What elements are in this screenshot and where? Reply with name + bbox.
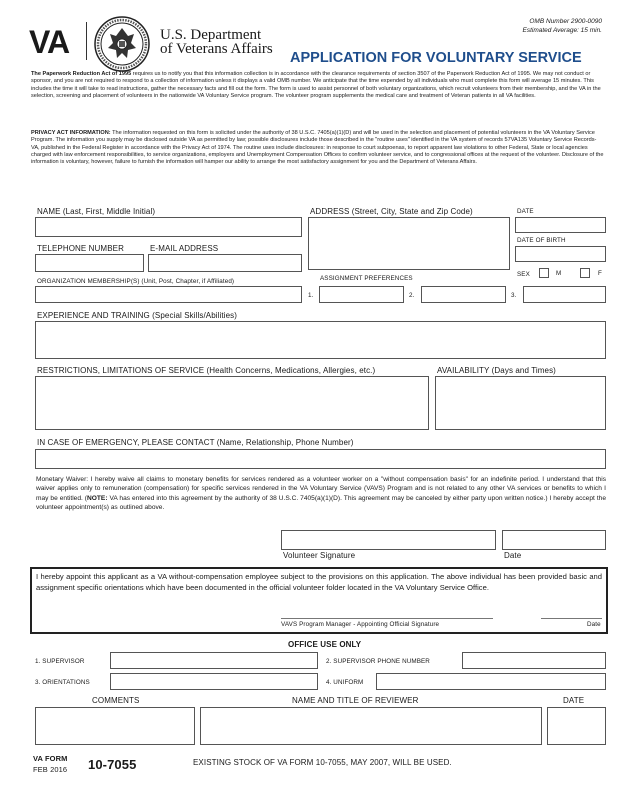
supervisor-field[interactable] bbox=[110, 652, 318, 669]
manager-date-label: Date bbox=[587, 621, 601, 628]
paperwork-heading: The Paperwork Reduction Act of 1995 bbox=[31, 71, 132, 77]
waiver-text-b: VA has entered into this agreement by the authority of 38 U.S.C. 7405(a)(1)(D). This agreement may be canceled by either party upon written notice.) I hereby accept the volunteer appointment(s) as outlined above. bbox=[36, 494, 606, 512]
assignment-1-number: 1. bbox=[308, 292, 314, 299]
orientations-label: 3. ORIENTATIONS bbox=[35, 679, 90, 686]
manager-signature-line[interactable] bbox=[281, 618, 493, 619]
restrictions-label: RESTRICTIONS, LIMITATIONS OF SERVICE (Health Concerns, Medications, Allergies, etc.) bbox=[37, 366, 376, 375]
footer-stock-note: EXISTING STOCK OF VA FORM 10-7055, MAY 2007, WILL BE USED. bbox=[193, 758, 452, 767]
assignment-preferences-label: ASSIGNMENT PREFERENCES bbox=[320, 275, 413, 282]
review-date-label: DATE bbox=[563, 696, 585, 705]
footer-va-form: VA FORM bbox=[33, 754, 68, 763]
restrictions-field[interactable] bbox=[35, 376, 429, 430]
assignment-1-field[interactable] bbox=[319, 286, 404, 303]
monetary-waiver bbox=[36, 475, 606, 513]
uniform-label: 4. UNIFORM bbox=[326, 679, 364, 686]
availability-field[interactable] bbox=[435, 376, 606, 430]
telephone-field[interactable] bbox=[35, 254, 144, 272]
supervisor-label: 1. SUPERVISOR bbox=[35, 658, 85, 665]
department-name-line2: of Veterans Affairs bbox=[160, 41, 273, 57]
department-name-line1: U.S. Department bbox=[160, 27, 262, 43]
sex-m-checkbox[interactable] bbox=[539, 268, 549, 278]
date-label: DATE bbox=[517, 208, 534, 215]
estimated-average: Estimated Average: 15 min. bbox=[522, 27, 602, 34]
manager-signature-label: VAVS Program Manager - Appointing Official Signature bbox=[281, 621, 440, 628]
dob-label: DATE OF BIRTH bbox=[517, 237, 566, 244]
comments-label: COMMENTS bbox=[92, 696, 140, 705]
organization-field[interactable] bbox=[35, 286, 302, 303]
telephone-label: TELEPHONE NUMBER bbox=[37, 244, 124, 253]
omb-number: OMB Number 2900-0090 bbox=[529, 18, 602, 25]
review-date-field[interactable] bbox=[547, 707, 606, 745]
experience-field[interactable] bbox=[35, 321, 606, 359]
availability-label: AVAILABILITY (Days and Times) bbox=[437, 366, 556, 375]
assignment-2-number: 2. bbox=[409, 292, 415, 299]
comments-field[interactable] bbox=[35, 707, 195, 745]
sex-m-label: M bbox=[556, 270, 562, 277]
dob-field[interactable] bbox=[515, 246, 606, 262]
email-label: E-MAIL ADDRESS bbox=[150, 244, 219, 253]
organization-label: ORGANIZATION MEMBERSHIP(S) (Unit, Post, Chapter, if Affiliated) bbox=[37, 278, 235, 285]
reviewer-label: NAME AND TITLE OF REVIEWER bbox=[292, 696, 419, 705]
name-field[interactable] bbox=[35, 217, 302, 237]
paperwork-notice bbox=[31, 71, 604, 100]
date-field[interactable] bbox=[515, 217, 606, 233]
address-field[interactable] bbox=[308, 217, 510, 270]
footer-form-date: FEB 2016 bbox=[33, 765, 68, 774]
uniform-field[interactable] bbox=[376, 673, 606, 690]
experience-label: EXPERIENCE AND TRAINING (Special Skills/Abilities) bbox=[37, 311, 238, 320]
volunteer-date-label: Date bbox=[504, 551, 522, 560]
footer-form-number: 10-7055 bbox=[88, 757, 137, 772]
assignment-3-number: 3. bbox=[511, 292, 517, 299]
email-field[interactable] bbox=[148, 254, 302, 272]
manager-date-line[interactable] bbox=[541, 618, 602, 619]
appointment-statement: I hereby appoint this applicant as a VA without-compensation employee subject to the provisions on this application. The above individual has been provided basic and assignment specific orientations which have been documented in the official volunteer folder located in the VA Voluntary Service Office. bbox=[36, 572, 602, 593]
name-label: NAME (Last, First, Middle Initial) bbox=[37, 207, 156, 216]
assignment-2-field[interactable] bbox=[421, 286, 506, 303]
supervisor-phone-label: 2. SUPERVISOR PHONE NUMBER bbox=[326, 658, 430, 665]
waiver-note: NOTE: bbox=[87, 494, 108, 502]
supervisor-phone-field[interactable] bbox=[462, 652, 606, 669]
emergency-contact-label: IN CASE OF EMERGENCY, PLEASE CONTACT (Name, Relationship, Phone Number) bbox=[37, 438, 354, 447]
emergency-contact-field[interactable] bbox=[35, 449, 606, 469]
reviewer-field[interactable] bbox=[200, 707, 542, 745]
logo-divider bbox=[86, 22, 87, 60]
sex-f-checkbox[interactable] bbox=[580, 268, 590, 278]
form-title: APPLICATION FOR VOLUNTARY SERVICE bbox=[290, 50, 582, 66]
orientations-field[interactable] bbox=[110, 673, 318, 690]
address-label: ADDRESS (Street, City, State and Zip Code) bbox=[310, 207, 473, 216]
volunteer-signature-label: Volunteer Signature bbox=[283, 551, 356, 560]
va-seal-icon bbox=[94, 16, 150, 72]
waiver-text-a: Monetary Waiver: I hereby waive all claims to monetary benefits for services rendered as a volunteer worker on a "without compensation basis" for an indefinite period. I understand that this waiver applies only to remuneration (compensation) for specific services rendered in the VA Voluntary Service (VAVS) Program and is not related to any other VA services or benefits to which I may be entitled. ( bbox=[36, 476, 606, 502]
va-logo: VA bbox=[29, 24, 70, 60]
assignment-3-field[interactable] bbox=[523, 286, 606, 303]
privacy-notice bbox=[31, 130, 604, 166]
paperwork-text: requires us to notify you that this information collection is in accordance with the clearance requirements of section 3507 of the Paperwork Reduction Act of 1995. We may not conduct or sponsor, and you are not required to respond to a collection of information unless it displays a valid OMB number. We anticipate that the time expended by all individuals who must complete this form will average 15 minutes. This includes the time it will take to read instructions, gather the necessary facts and fill out the form. The form is used to assist personnel of both voluntary organizations, which recruit volunteers from their membership, and the VA in the selection, screening and placement of volunteers in the nationwide VA Voluntary Service program. The volunteer program supplements the medical care and treatment of Veteran patients in all VA facilities. bbox=[31, 71, 601, 99]
office-use-heading: OFFICE USE ONLY bbox=[288, 640, 362, 649]
privacy-heading: PRIVACY ACT INFORMATION: bbox=[31, 130, 111, 136]
privacy-text: The information requested on this form is solicited under the authority of 38 U.S.C. 7405(a)(1)(D) and will be used in the selection and placement of potential volunteers in the VA Voluntary Service Program. The information you supply may be disclosed outside VA as permitted by law; possible disclosures include those described in the "routine uses" identified in the VA system of records 57VA135 Voluntary Service Records-VA, published in the Federal Register in accordance with the Privacy Act of 1974. The routine uses include disclosures: in response to court subpoenas, to report apparent law violations to other Federal, State or local agencies charged with law enforcement responsibilities, to service organizations, employers and Unemployment Compensation Offices to confirm volunteer service, and to congressional offices at the request of the volunteer. Disclosure of the information is voluntary, however, failure to furnish the information will hamper our ability to arrange the most satisfactory assignment for you and the Department of Veterans Affairs. bbox=[31, 130, 604, 166]
sex-label: SEX bbox=[517, 271, 530, 278]
volunteer-signature-field[interactable] bbox=[281, 530, 496, 550]
volunteer-date-field[interactable] bbox=[502, 530, 606, 550]
sex-f-label: F bbox=[598, 270, 602, 277]
